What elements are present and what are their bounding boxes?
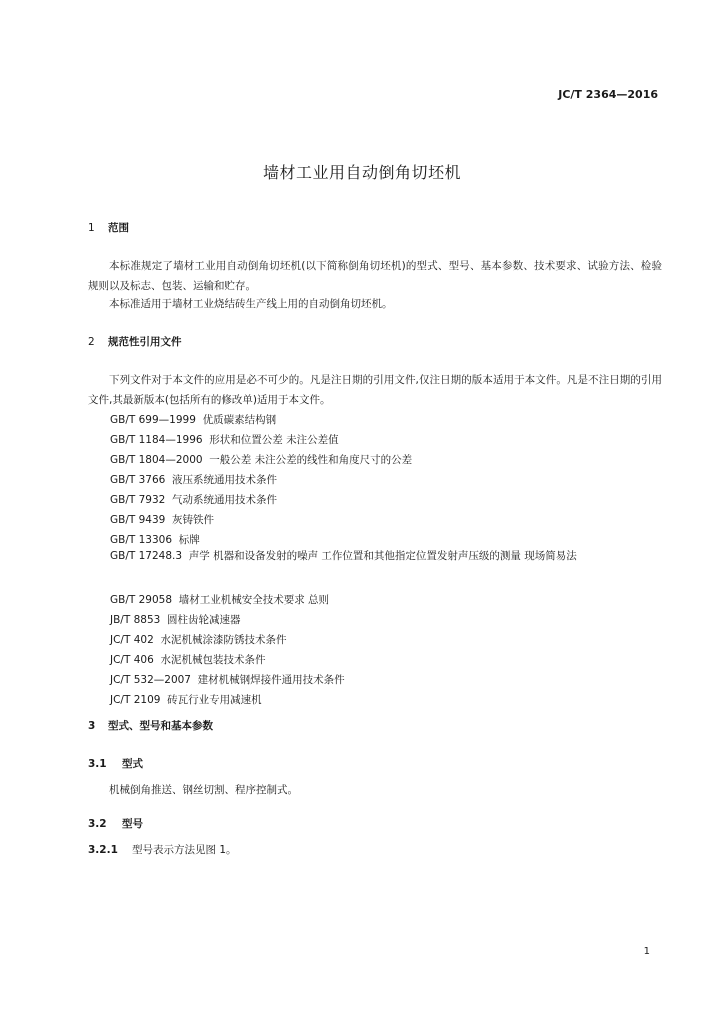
reference-code: JB/T 8853 bbox=[110, 614, 161, 626]
reference-code: GB/T 7932 bbox=[110, 494, 166, 506]
reference-name: 声学 机器和设备发射的噪声 工作位置和其他指定位置发射声压级的测量 现场简易法 bbox=[188, 550, 577, 562]
reference-item bbox=[110, 432, 339, 447]
reference-item bbox=[88, 546, 662, 566]
subsection-title: 型号 bbox=[122, 818, 143, 830]
document-title: 墙材工业用自动倒角切坯机 bbox=[262, 163, 461, 182]
section-title: 规范性引用文件 bbox=[108, 336, 182, 348]
reference-name: 气动系统通用技术条件 bbox=[172, 494, 278, 506]
reference-code: GB/T 9439 bbox=[110, 514, 166, 526]
reference-code: JC/T 532—2007 bbox=[110, 674, 191, 686]
reference-code: GB/T 1184—1996 bbox=[110, 434, 203, 446]
section-title: 范围 bbox=[108, 222, 129, 234]
reference-name: 砖瓦行业专用减速机 bbox=[167, 694, 262, 706]
subsection-number: 3.1 bbox=[88, 758, 107, 770]
reference-code: JC/T 2109 bbox=[110, 694, 161, 706]
reference-name: 标牌 bbox=[178, 534, 200, 546]
reference-code: GB/T 29058 bbox=[110, 594, 173, 606]
reference-item bbox=[110, 652, 265, 667]
references-intro: 下列文件对于本文件的应用是必不可少的。凡是注日期的引用文件,仅注日期的版本适用于本文件。凡是不注日期的引用文件,其最新版本(包括所有的修改单)适用于本文件。 bbox=[88, 374, 662, 406]
type-paragraph: 机械倒角推送、钢丝切割、程序控制式。 bbox=[109, 784, 298, 796]
reference-name: 水泥机械涂漆防锈技术条件 bbox=[160, 634, 287, 646]
reference-code: GB/T 17248.3 bbox=[110, 550, 183, 562]
clause-text: 型号表示方法见图 1。 bbox=[132, 844, 237, 856]
reference-name: 优质碳素结构钢 bbox=[202, 414, 277, 426]
section-number: 1 bbox=[88, 222, 95, 234]
scope-paragraph-1: 本标准规定了墙材工业用自动倒角切坯机(以下简称倒角切坯机)的型式、型号、基本参数、技术要求、试验方法、检验规则以及标志、包装、运输和贮存。 bbox=[88, 260, 662, 292]
subsection-number: 3.2 bbox=[88, 818, 107, 830]
reference-item bbox=[110, 512, 214, 527]
reference-name: 圆柱齿轮减速器 bbox=[167, 614, 241, 626]
page-number: 1 bbox=[643, 946, 650, 957]
section-1-heading bbox=[88, 220, 129, 235]
reference-name: 液压系统通用技术条件 bbox=[172, 474, 278, 486]
reference-name: 墙材工业机械安全技术要求 总则 bbox=[178, 594, 330, 606]
reference-name: 一般公差 未注公差的线性和角度尺寸的公差 bbox=[209, 454, 413, 466]
subsection-title: 型式 bbox=[122, 758, 143, 770]
reference-code: GB/T 699—1999 bbox=[110, 414, 196, 426]
reference-name: 水泥机械包装技术条件 bbox=[160, 654, 266, 666]
reference-code: GB/T 3766 bbox=[110, 474, 166, 486]
reference-code: GB/T 1804—2000 bbox=[110, 454, 203, 466]
reference-name: 灰铸铁件 bbox=[172, 514, 215, 526]
reference-item bbox=[110, 452, 412, 467]
section-3-heading bbox=[88, 718, 213, 733]
reference-item bbox=[110, 472, 277, 487]
reference-item bbox=[110, 612, 241, 627]
subsection-3-1-heading bbox=[88, 756, 143, 771]
section-number: 3 bbox=[88, 720, 96, 732]
reference-item bbox=[110, 592, 329, 607]
scope-paragraph-2: 本标准适用于墙材工业烧结砖生产线上用的自动倒角切坯机。 bbox=[109, 298, 393, 310]
reference-item bbox=[110, 692, 262, 707]
reference-code: JC/T 406 bbox=[110, 654, 154, 666]
subsection-3-2-heading bbox=[88, 816, 143, 831]
reference-item bbox=[110, 532, 200, 547]
reference-item bbox=[110, 492, 277, 507]
section-number: 2 bbox=[88, 336, 95, 348]
reference-name: 建材机械钢焊接件通用技术条件 bbox=[197, 674, 345, 686]
reference-code: GB/T 13306 bbox=[110, 534, 173, 546]
reference-item bbox=[110, 632, 286, 647]
section-title: 型式、型号和基本参数 bbox=[108, 720, 213, 732]
reference-code: JC/T 402 bbox=[110, 634, 154, 646]
reference-name: 形状和位置公差 未注公差值 bbox=[209, 434, 339, 446]
section-2-heading bbox=[88, 334, 182, 349]
clause-3-2-1 bbox=[88, 842, 237, 857]
reference-item bbox=[110, 672, 345, 687]
clause-number: 3.2.1 bbox=[88, 844, 118, 856]
reference-item bbox=[110, 412, 276, 427]
standard-number: JC/T 2364—2016 bbox=[558, 88, 658, 101]
